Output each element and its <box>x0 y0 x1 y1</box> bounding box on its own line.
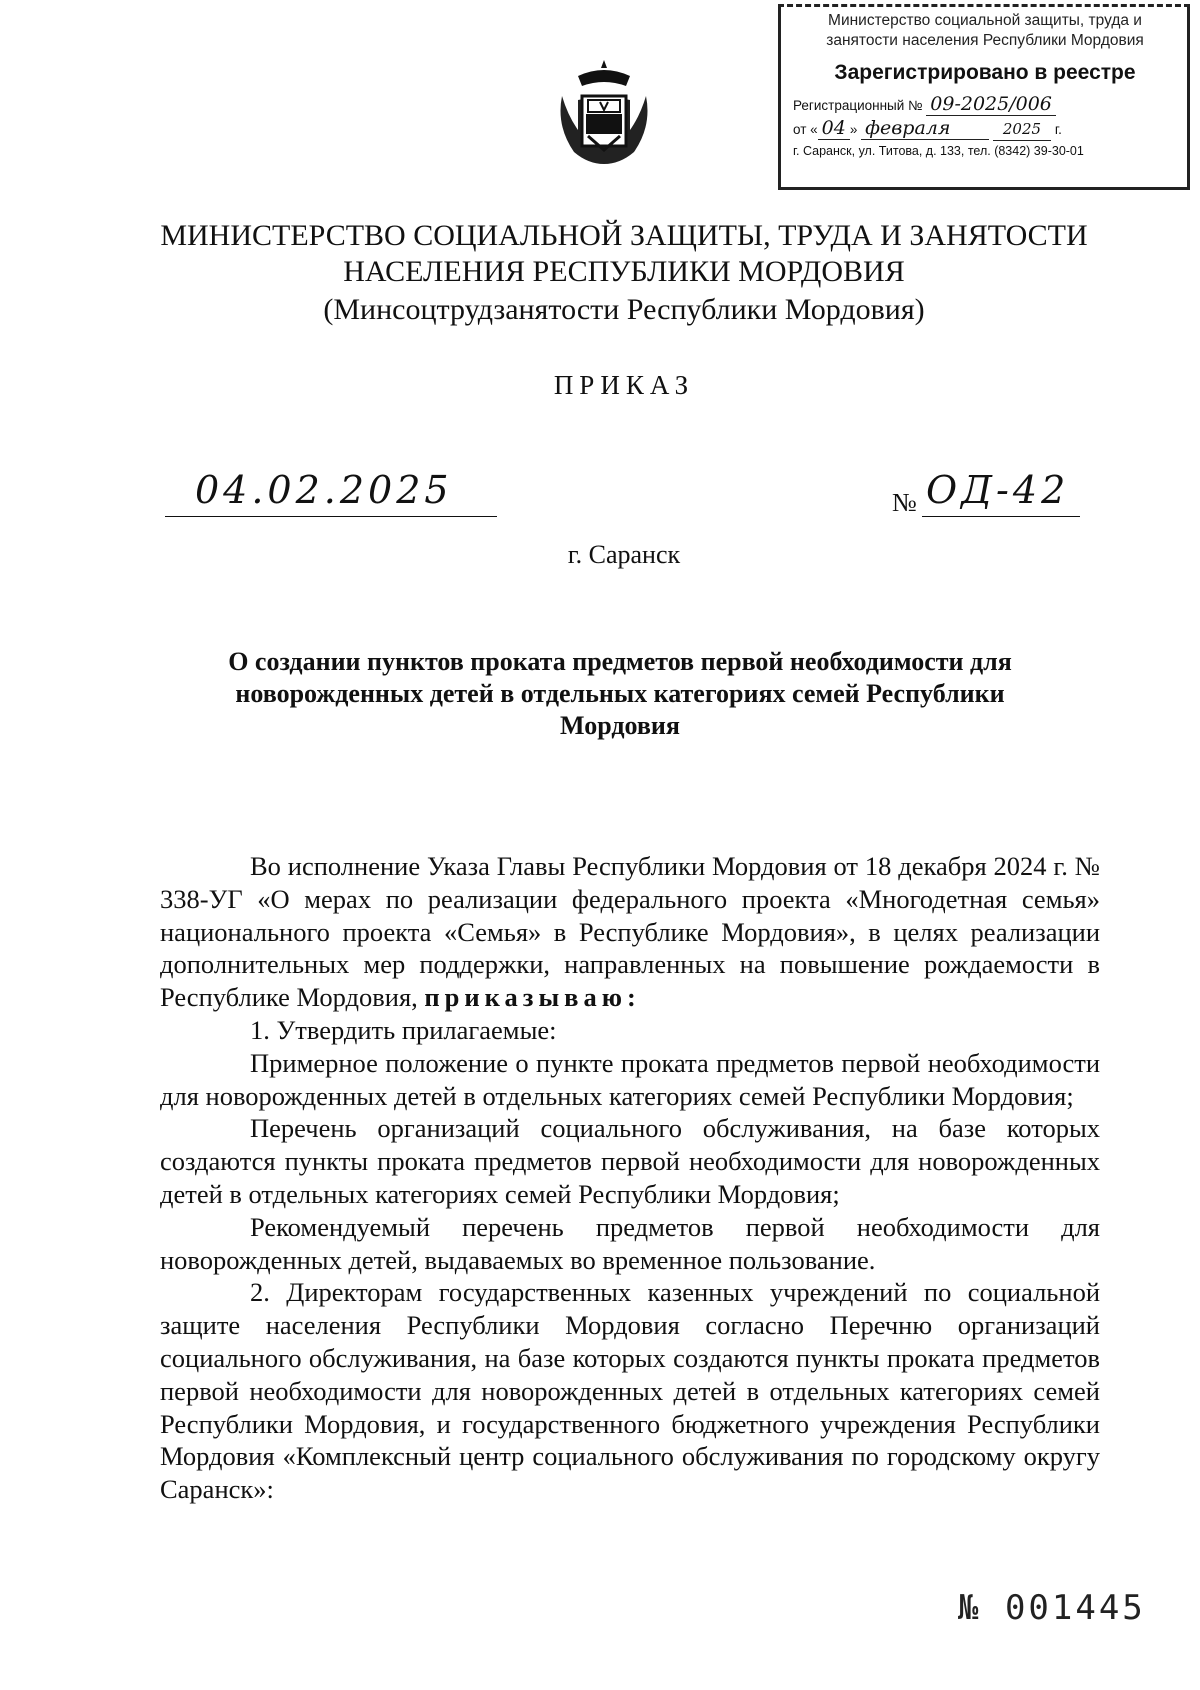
paragraph-1b: Перечень организаций социального обслуживания, на базе которых создаются пункты проката предметов первой необходимости для новорожденных детей в отдельных категориях семей Республики Мордовия; <box>160 1113 1100 1209</box>
ministry-short-name: (Минсоцтрудзанятости Республики Мордовия) <box>323 293 925 326</box>
ministry-name-line2: НАСЕЛЕНИЯ РЕСПУБЛИКИ МОРДОВИЯ <box>343 255 905 288</box>
stamp-org-line1: Министерство социальной защиты, труда и <box>828 12 1142 29</box>
stamp-org-line2: занятости населения Республики Мордовия <box>826 32 1144 49</box>
stamp-date-day: 04 <box>818 117 850 140</box>
intro-text: Во исполнение Указа Главы Республики Мордовия от 18 декабря 2024 г. № 338-УГ «О мерах по реализации федерального проекта «Многодетная семья» национального проекта «Семья» в Республике Мордовия», в целях реализации дополнительных мер поддержки, направленных на повышение рождаемости в Республике Мордовия, <box>160 851 1100 1013</box>
paragraph-1a: Примерное положение о пункте проката предметов первой необходимости для новорожденных детей в отдельных категориях семей Республики Мордовия; <box>160 1047 1100 1111</box>
stamp-date-mid: » <box>849 122 858 137</box>
order-number: ОД-42 <box>926 468 1070 512</box>
stamp-reg-number: 09-2025/006 <box>926 93 1056 116</box>
stamp-date-line <box>793 117 1177 141</box>
order-subject: О создании пунктов проката предметов первой необходимости для новорожденных детей в отдельных категориях семей Республики Мордовия <box>228 647 1012 740</box>
order-word: приказываю: <box>424 982 641 1013</box>
order-date: 04.02.2025 <box>195 468 453 512</box>
stamp-reg-number-line <box>793 93 1177 117</box>
stamp-date-prefix: от « <box>793 122 818 137</box>
order-body <box>160 850 1100 1506</box>
coat-of-arms-icon <box>548 56 660 168</box>
order-number-field <box>922 470 1080 517</box>
intro-paragraph <box>160 850 1100 1014</box>
paragraph-1c: Рекомендуемый перечень предметов первой необходимости для новорожденных детей, выдаваемых во временное пользование. <box>160 1211 1100 1275</box>
paragraph-1: 1. Утвердить прилагаемые: <box>250 1014 557 1045</box>
stamp-address: г. Саранск, ул. Титова, д. 133, тел. (8342) 39-30-01 <box>793 144 1084 158</box>
stamp-reg-label: Регистрационный № <box>793 98 923 113</box>
stamp-date-suffix: г. <box>1054 122 1062 137</box>
registration-stamp <box>778 4 1190 190</box>
stamp-registered: Зарегистрировано в реестре <box>834 61 1136 84</box>
order-date-field <box>165 468 497 517</box>
order-number-label: № <box>892 488 917 517</box>
paragraph-2: 2. Директорам государственных казенных учреждений по социальной защите населения Республики Мордовия согласно Перечню организаций социального обслуживания, на базе которых создаются пункты проката предметов первой необходимости для новорожденных детей в отдельных категориях семей Республики Мордовия, и государственного бюджетного учреждения Республики Мордовия «Комплексный центр социального обслуживания по городскому округу Саранск»: <box>160 1277 1100 1505</box>
ministry-name-line1: МИНИСТЕРСТВО СОЦИАЛЬНОЙ ЗАЩИТЫ, ТРУДА И ЗАНЯТОСТИ <box>160 219 1088 252</box>
stamp-date-month: февраля <box>861 117 989 140</box>
form-serial-number: № 001445 <box>958 1588 1146 1628</box>
stamp-date-year: 2025 <box>993 118 1051 141</box>
city: г. Саранск <box>567 540 681 569</box>
document-type: ПРИКАЗ <box>553 370 695 400</box>
